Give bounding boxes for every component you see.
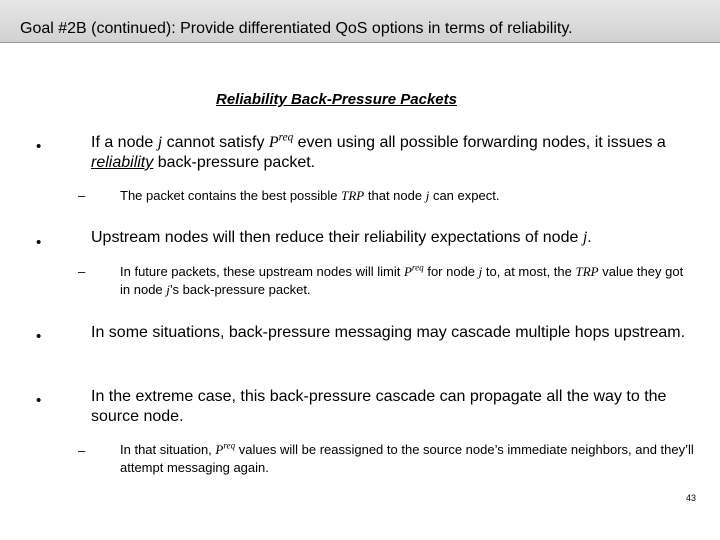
- section-title: Reliability Back-Pressure Packets: [216, 91, 457, 108]
- reliability-emphasis: reliability: [91, 154, 154, 171]
- bullet-marker: •: [36, 138, 42, 155]
- sub-bullet-text-4: In that situation, $P^{req}$ values will be reassigned to the source node’s immediate neighbors, and they’ll attempt messaging again.: [120, 440, 694, 475]
- bullet-text-4: In the extreme case, this back-pressure cascade can propagate all the way to the source node.: [91, 388, 667, 425]
- bullet-text-1: If a node j cannot satisfy $P^{req}$ even using all possible forwarding nodes, it issues a reliability back-pressure packet.: [91, 131, 666, 171]
- dash-marker: –: [78, 264, 86, 279]
- slide-header: [0, 0, 720, 42]
- dash-marker: –: [78, 188, 86, 203]
- bullet-marker: •: [36, 234, 42, 251]
- bullet-text-3: In some situations, back-pressure messaging may cascade multiple hops upstream.: [91, 324, 686, 341]
- bullet-marker: •: [36, 392, 42, 409]
- bullet-text-2: Upstream nodes will then reduce their reliability expectations of node j.: [91, 229, 592, 246]
- page-number: 43: [686, 493, 697, 503]
- dash-marker: –: [78, 443, 86, 458]
- bullet-marker: •: [36, 328, 42, 345]
- header-divider: [0, 42, 720, 43]
- sub-bullet-text-1: The packet contains the best possible TRP that node j can expect.: [120, 188, 500, 203]
- sub-bullet-text-2: In future packets, these upstream nodes will limit $P^{req}$ for node j to, at most, the TRP value they got in node j’s back-pressure packet.: [120, 262, 684, 297]
- slide-title: Goal #2B (continued): Provide differentiated QoS options in terms of reliability.: [20, 20, 573, 37]
